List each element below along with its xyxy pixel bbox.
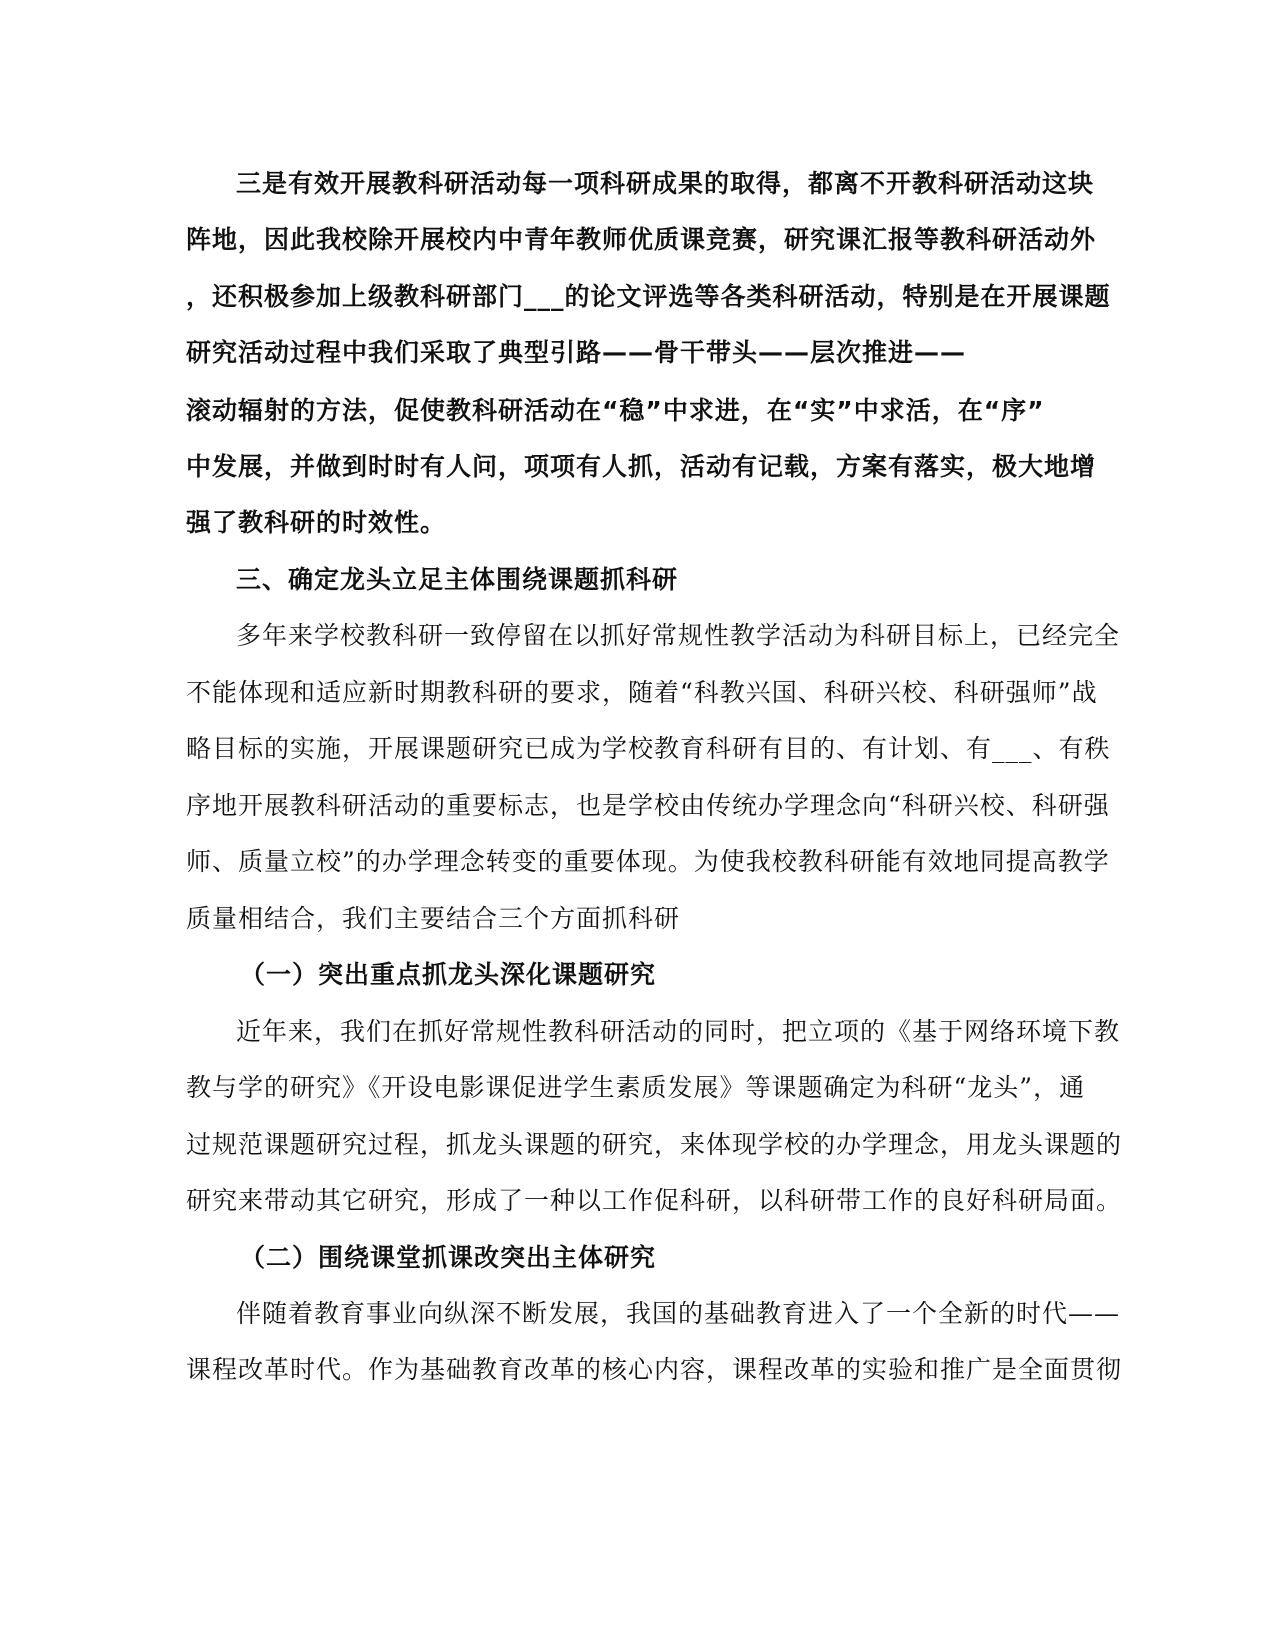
paragraph-2-line-6: 质量相结合，我们主要结合三个方面抓科研 (186, 904, 681, 933)
paragraph-1-line-3: ，还积极参加上级教科研部门___的论文评选等各类科研活动，特别是在开展课题 (186, 282, 1111, 311)
paragraph-1-line-7: 强了教科研的时效性。 (186, 508, 447, 537)
paragraph-3-line-2: 教与学的研究》《开设电影课促进学生素质发展》等课题确定为科研“龙头”，通 (186, 1073, 1086, 1102)
paragraph-3-line-3: 过规范课题研究过程，抓龙头课题的研究，来体现学校的办学理念，用龙头课题的 (186, 1130, 1123, 1159)
subheading-2: （二）围绕课堂抓课改突出主体研究 (240, 1243, 657, 1272)
paragraph-4-line-1: 伴随着教育事业向纵深不断发展，我国的基础教育进入了一个全新的时代—— (236, 1299, 1121, 1328)
paragraph-3-line-4: 研究来带动其它研究，形成了一种以工作促科研，以科研带工作的良好科研局面。 (186, 1186, 1123, 1215)
paragraph-2-line-1: 多年来学校教科研一致停留在以抓好常规性教学活动为科研目标上，已经完全 (236, 621, 1121, 650)
paragraph-4-line-2: 课程改革时代。作为基础教育改革的核心内容，课程改革的实验和推广是全面贯彻 (186, 1355, 1123, 1384)
paragraph-1-line-1: 三是有效开展教科研活动每一项科研成果的取得，都离不开教科研活动这块 (236, 169, 1095, 198)
section-heading: 三、确定龙头立足主体围绕课题抓科研 (236, 565, 679, 594)
paragraph-1-line-4: 研究活动过程中我们采取了典型引路——骨干带头——层次推进—— (186, 338, 967, 367)
paragraph-3-line-1: 近年来，我们在抓好常规性教科研活动的同时，把立项的《基于网络环境下教 (236, 1017, 1121, 1046)
paragraph-1-line-2: 阵地，因此我校除开展校内中青年教师优质课竞赛，研究课汇报等教科研活动外 (186, 225, 1097, 254)
paragraph-2-line-5: 师、质量立校”的办学理念转变的重要体现。为使我校教科研能有效地同提高教学 (186, 847, 1110, 876)
paragraph-1-line-5: 滚动辐射的方法，促使教科研活动在“稳”中求进，在“实”中求活，在“序” (186, 396, 1045, 425)
paragraph-1-line-6: 中发展，并做到时时有人问，项项有人抓，活动有记载，方案有落实，极大地增 (186, 452, 1097, 481)
subheading-1: （一）突出重点抓龙头深化课题研究 (240, 960, 657, 989)
paragraph-2-line-4: 序地开展教科研活动的重要标志，也是学校由传统办学理念向“科研兴校、科研强 (186, 791, 1110, 820)
paragraph-2-line-2: 不能体现和适应新时期教科研的要求，随着“科教兴国、科研兴校、科研强师”战 (186, 678, 1098, 707)
paragraph-2-line-3: 略目标的实施，开展课题研究已成为学校教育科研有目的、有计划、有___、有秩 (186, 734, 1111, 763)
